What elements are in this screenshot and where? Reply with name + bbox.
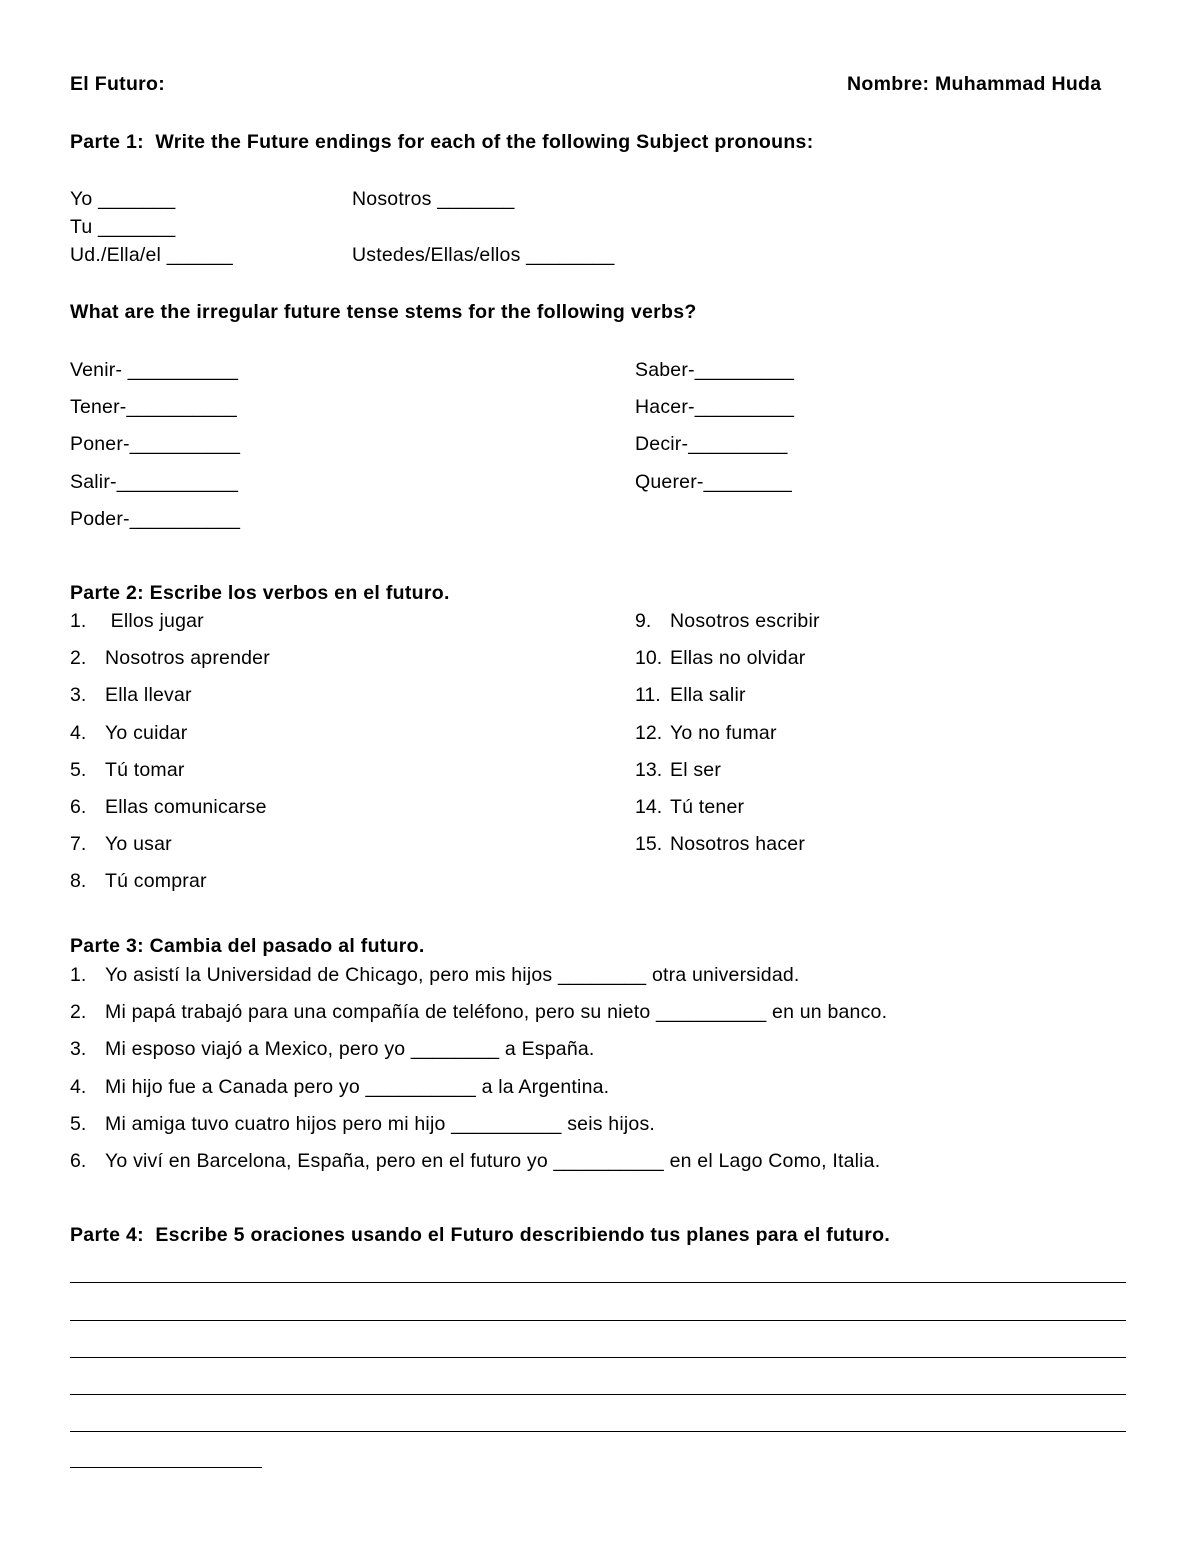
stem-item: Decir-_________ <box>635 433 788 455</box>
answer-line <box>70 1282 1126 1283</box>
parte2-heading: Parte 2: Escribe los verbos en el futuro. <box>70 582 450 604</box>
parte3-heading: Parte 3: Cambia del pasado al futuro. <box>70 935 425 957</box>
verb-item: Yo usar <box>105 833 172 855</box>
stems-heading: What are the irregular future tense stems for the following verbs? <box>70 301 697 323</box>
item-number: 12. <box>635 722 663 744</box>
verb-item: Ella llevar <box>105 684 192 706</box>
verb-item: Ellas no olvidar <box>670 647 806 669</box>
answer-line <box>70 1467 262 1468</box>
item-number: 10. <box>635 647 663 669</box>
stem-item: Tener-__________ <box>70 396 237 418</box>
answer-line <box>70 1394 1126 1395</box>
stem-item: Querer-________ <box>635 471 792 493</box>
verb-item: Ellos jugar <box>105 610 204 632</box>
sentence-item: Mi hijo fue a Canada pero yo __________ a la Argentina. <box>105 1076 610 1098</box>
item-number: 1. <box>70 964 87 986</box>
pronoun-tu: Tu _______ <box>70 216 176 238</box>
answer-line <box>70 1320 1126 1321</box>
pronoun-ustedes: Ustedes/Ellas/ellos ________ <box>352 244 615 266</box>
student-name: Nombre: Muhammad Huda <box>847 73 1102 95</box>
item-number: 3. <box>70 684 87 706</box>
worksheet-title: El Futuro: <box>70 73 166 95</box>
stem-item: Hacer-_________ <box>635 396 795 418</box>
verb-item: Yo cuidar <box>105 722 188 744</box>
stem-item: Venir- __________ <box>70 359 239 381</box>
item-number: 2. <box>70 1001 87 1023</box>
answer-line <box>70 1431 1126 1432</box>
item-number: 5. <box>70 759 87 781</box>
sentence-item: Mi papá trabajó para una compañía de teléfono, pero su nieto __________ en un banco. <box>105 1001 888 1023</box>
verb-item: Tú tomar <box>105 759 185 781</box>
item-number: 6. <box>70 1150 87 1172</box>
verb-item: Nosotros aprender <box>105 647 270 669</box>
verb-item: Tú tener <box>670 796 745 818</box>
sentence-item: Mi esposo viajó a Mexico, pero yo ________ a España. <box>105 1038 595 1060</box>
pronoun-nosotros: Nosotros _______ <box>352 188 515 210</box>
item-number: 11. <box>635 684 661 706</box>
stem-item: Poner-__________ <box>70 433 241 455</box>
item-number: 15. <box>635 833 663 855</box>
sentence-item: Mi amiga tuvo cuatro hijos pero mi hijo __________ seis hijos. <box>105 1113 656 1135</box>
sentence-item: Yo asistí la Universidad de Chicago, pero mis hijos ________ otra universidad. <box>105 964 800 986</box>
item-number: 6. <box>70 796 87 818</box>
verb-item: Ella salir <box>670 684 746 706</box>
pronoun-ud: Ud./Ella/el ______ <box>70 244 233 266</box>
item-number: 8. <box>70 870 87 892</box>
item-number: 3. <box>70 1038 87 1060</box>
item-number: 2. <box>70 647 87 669</box>
stem-item: Poder-__________ <box>70 508 241 530</box>
answer-line <box>70 1357 1126 1358</box>
verb-item: Ellas comunicarse <box>105 796 267 818</box>
item-number: 7. <box>70 833 87 855</box>
item-number: 4. <box>70 722 87 744</box>
verb-item: Tú comprar <box>105 870 207 892</box>
pronoun-yo: Yo _______ <box>70 188 176 210</box>
item-number: 9. <box>635 610 652 632</box>
item-number: 4. <box>70 1076 87 1098</box>
item-number: 13. <box>635 759 663 781</box>
item-number: 5. <box>70 1113 87 1135</box>
verb-item: Nosotros escribir <box>670 610 820 632</box>
parte4-heading: Parte 4: Escribe 5 oraciones usando el Futuro describiendo tus planes para el futuro. <box>70 1224 891 1246</box>
item-number: 1. <box>70 610 87 632</box>
verb-item: Nosotros hacer <box>670 833 806 855</box>
verb-item: Yo no fumar <box>670 722 777 744</box>
stem-item: Saber-_________ <box>635 359 795 381</box>
sentence-item: Yo viví en Barcelona, España, pero en el futuro yo __________ en el Lago Como, Italia. <box>105 1150 881 1172</box>
parte1-heading: Parte 1: Write the Future endings for each of the following Subject pronouns: <box>70 131 814 153</box>
verb-item: El ser <box>670 759 722 781</box>
stem-item: Salir-___________ <box>70 471 239 493</box>
item-number: 14. <box>635 796 663 818</box>
